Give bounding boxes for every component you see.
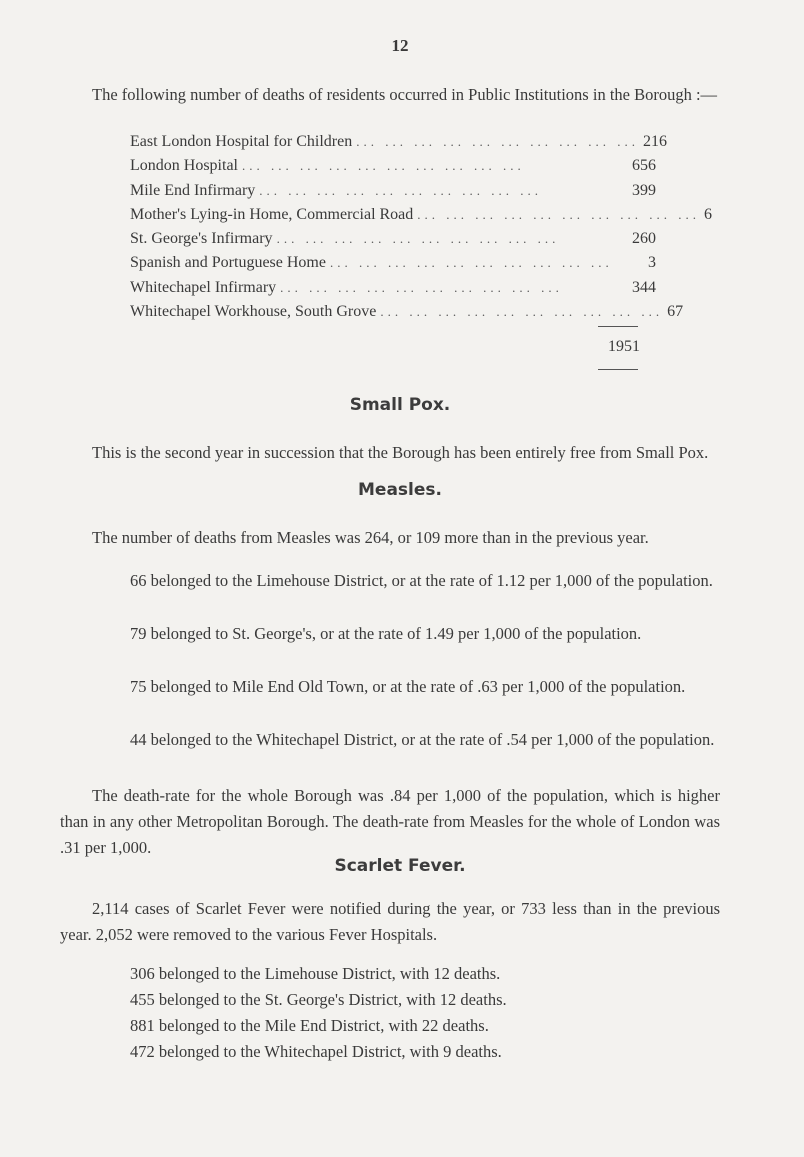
institution-count: 216	[642, 133, 667, 150]
scarlet-fever-item: 881 belonged to the Mile End District, with 22 deaths.	[130, 1016, 489, 1035]
table-row: Whitechapel Workhouse, South Grove ... ... ... ... ... ... ... ... ... ... 67	[130, 303, 684, 321]
measles-item: 44 belonged to the Whitechapel District, or at the rate of .54 per 1,000 of the population.	[130, 730, 715, 749]
measles-item: 66 belonged to the Limehouse District, or at the rate of 1.12 per 1,000 of the population.	[130, 571, 713, 590]
institution-name: Mile End Infirmary	[130, 181, 256, 199]
institution-count: 6	[704, 205, 713, 223]
small-pox-heading: Small Pox.	[349, 395, 451, 415]
institution-name: Mother's Lying-in Home, Commercial Road	[130, 205, 414, 223]
institution-name: Whitechapel Workhouse, South Grove	[130, 303, 377, 321]
page-number: 12	[391, 36, 409, 55]
institutions-total: 1951	[608, 338, 640, 355]
table-row: London Hospital ... ... ... ... ... ... ... ... ... ... 656	[130, 157, 656, 175]
institution-count: 344	[632, 278, 656, 296]
institution-count: 399	[632, 181, 656, 199]
institution-name: Whitechapel Infirmary	[130, 278, 277, 296]
scarlet-fever-item: 472 belonged to the Whitechapel District, with 9 deaths.	[130, 1042, 502, 1061]
institution-name: London Hospital	[130, 157, 238, 175]
table-row: East London Hospital for Children ... ... ... ... ... ... ... ... ... ... 216	[130, 133, 667, 150]
institutions-table	[130, 133, 713, 327]
institution-name: Spanish and Portuguese Home	[130, 254, 326, 272]
measles-heading: Measles.	[358, 480, 442, 500]
scarlet-fever-item: 455 belonged to the St. George's District, with 12 deaths.	[130, 990, 507, 1009]
small-pox-paragraph: This is the second year in succession that the Borough has been entirely free from Small Pox.	[92, 443, 709, 462]
institution-name: East London Hospital for Children	[130, 133, 353, 150]
table-row: Mile End Infirmary ... ... ... ... ... ... ... ... ... ... 399	[130, 181, 656, 199]
scarlet-fever-item: 306 belonged to the Limehouse District, with 12 deaths.	[130, 964, 501, 983]
intro-paragraph: The following number of deaths of residents occurred in Public Institutions in the Borough :—	[92, 85, 718, 104]
scarlet-fever-intro: 2,114 cases of Scarlet Fever were notified during the year, or 733 less than in the previous year. 2,052 were removed to the various Fever Hospitals.	[60, 899, 720, 944]
total-rule-top	[598, 326, 638, 327]
table-row: Mother's Lying-in Home, Commercial Road ... ... ... ... ... ... ... ... ... ... 6	[130, 205, 713, 223]
total-rule-bottom	[598, 369, 638, 370]
measles-item: 79 belonged to St. George's, or at the rate of 1.49 per 1,000 of the population.	[130, 624, 642, 643]
measles-summary: The death-rate for the whole Borough was .84 per 1,000 of the population, which is higher than in any other Metropolitan Borough. The death-rate from Measles for the whole of London was .31 per 1,000.	[60, 786, 720, 857]
institution-count: 260	[632, 230, 656, 248]
measles-item: 75 belonged to Mile End Old Town, or at the rate of .63 per 1,000 of the population.	[130, 677, 686, 696]
scarlet-fever-heading: Scarlet Fever.	[334, 856, 466, 876]
measles-intro: The number of deaths from Measles was 264, or 109 more than in the previous year.	[92, 528, 649, 547]
institution-count: 656	[632, 157, 656, 175]
institution-count: 67	[667, 303, 684, 321]
table-row: St. George's Infirmary ... ... ... ... ... ... ... ... ... ... 260	[130, 230, 656, 248]
table-row: Spanish and Portuguese Home ... ... ... ... ... ... ... ... ... ... 3	[130, 254, 656, 272]
table-row: Whitechapel Infirmary ... ... ... ... ... ... ... ... ... ... 344	[130, 278, 656, 296]
institution-name: St. George's Infirmary	[130, 230, 273, 248]
institution-count: 3	[648, 254, 656, 272]
